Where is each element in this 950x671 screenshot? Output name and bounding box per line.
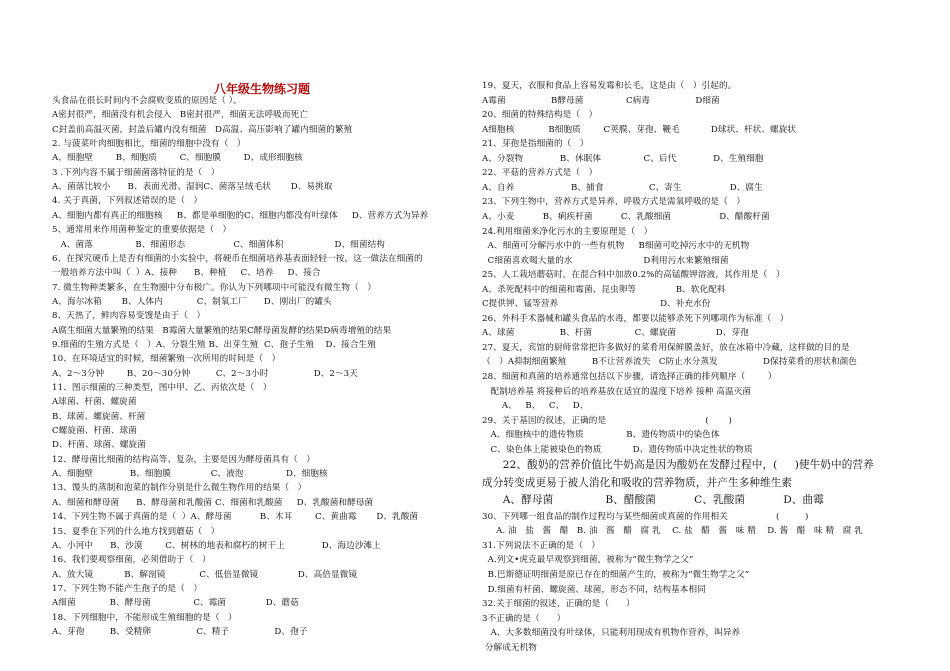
text-line: 16、我们要观察细菌，必须借助于（ ）	[52, 555, 211, 566]
text-line: 7. 微生物种类繁多，在生物圈中分布极广。你认为下列哪项中可能没有微生物（ ）	[52, 282, 377, 293]
text-line: 9.细菌的生殖方式是（ ）A、分裂生殖 B、出芽生殖 C、孢子生殖 D、接合生殖	[52, 339, 376, 350]
text-line: 13、馒头的蒸制和泡菜的制作分别是什么微生物作用的结果（ ）	[52, 483, 307, 494]
text-line: 25、人工栽培蘑菇时，在混合料中加放0.2%的高锰酸钾溶液，其作用是（ ）	[482, 270, 785, 281]
text-line: B、球菌、螺旋菌、杆菌	[52, 411, 146, 422]
text-line: A、细胞壁 B、细胞膜 C、液泡 D、细胞核	[52, 469, 328, 480]
text-line: A、芽孢 B、受精卵 C、精子 D、孢子	[52, 626, 308, 637]
text-line: A、放大镜 B、解剖镜 C、低倍显微镜 D、高倍显微镜	[52, 569, 358, 580]
text-line: 20、细菌的特殊结构是（ ）	[482, 110, 598, 121]
text-line: 28、细菌和真菌的培养通常包括以下步骤，请选择正确的排列顺序（ ）	[482, 372, 777, 382]
text-line: 8、天热了，鲜肉容易变馊是由于（ ）	[52, 311, 206, 322]
text-line: A细菌 B、酵母菌 C、霉菌 D、蘑菇	[52, 598, 299, 609]
text-line: C细菌喜欢喝大量的水 D利用污水来繁殖细菌	[482, 255, 729, 266]
text-line: A、细胞内都有真正的细胞核 B、都是单细胞的C、细胞内都没有叶绿体 D、营养方式为异养	[52, 210, 429, 221]
text-line: 2. 与菠菜叶肉细胞相比，细菌的细胞中没有（ ）	[52, 139, 246, 150]
text-line: A、菌落 B、细菌形态 C、细菌体积 D、细菌结构	[52, 239, 385, 250]
text-line: 32.关于细菌的叙述，正确的是（ ）	[482, 599, 635, 610]
text-line: 29、关于基因的叙述，正确的是 ( )	[482, 415, 732, 426]
text-line: A球菌、杆菌、螺旋菌	[52, 397, 137, 408]
text-line: C封盖前高温灭菌，封盖后罐内没有细菌 D高温、高压影响了罐内细菌的繁殖	[52, 124, 353, 135]
text-line: 18、下列细胞中，不能形成生殖细胞的是（ ）	[52, 612, 237, 623]
text-line: A、细菌可分解污水中的一些有机物 B细菌可吃掉污水中的无机物	[482, 241, 750, 252]
text-line: 17、下列生物不能产生孢子的是（ ）	[52, 583, 203, 594]
text-line: 21、芽孢是指细菌的（ ）	[482, 139, 589, 150]
text-line: A、细胞壁 B、细胞质 C、细胞膜 D、成形细胞核	[52, 153, 303, 164]
text-line: A、酵母菌 B、醋酸菌 C、乳酸菌 D、曲霉	[482, 494, 824, 507]
text-line: A.列文•虎克最早观察到细菌，被称为“微生物学之父”	[482, 555, 694, 566]
text-line: 24.利用细菌来净化污水的主要原理是（ ）	[482, 226, 653, 237]
text-line: 配制培养基 将接种后的培养基放在适宜的温度下培养 接种 高温灭菌	[482, 386, 752, 397]
text-line: （ ）A抑制细菌繁殖 B不让营养流失 C防止水分蒸发 D保持菜肴的形状和颜色	[482, 357, 857, 368]
text-line: A、 B、 C、 D、	[482, 401, 589, 412]
text-line: 6、在探究硬币上是否有细菌的小实验中，将硬币在细菌培养基表面轻轻一按，这一做法在细菌的	[52, 253, 423, 264]
text-line: D、杆菌、球菌、螺旋菌	[52, 440, 146, 451]
text-line: 30、下列哪一组食品的制作过程均与某些细菌或真菌的作用相关 ( )	[482, 511, 809, 522]
text-line: A、小麦 B、痢疾杆菌 C、乳酸细菌 D、醋酸杆菌	[482, 211, 770, 222]
text-line: A、菌落比较小 B、表面光滑、湿润C、菌落呈绒毛状 D、易挑取	[52, 182, 333, 193]
text-line: B.巴斯德证明细菌是原已存在的细菌产生的，被称为“微生物学之父”	[482, 570, 750, 580]
text-line: A腐生细菌大量繁殖的结果 B霉菌大量繁殖的结果C酵母菌发酵的结果D病毒增殖的结果	[52, 325, 392, 336]
text-line: 26、外科手术器械和罐头食品的水毒，都要以能够杀死下列哪项作为标准（ ）	[482, 313, 789, 324]
text-line: 头食品在很长时间内不会腐败变质的原因是（ ）。	[52, 96, 242, 106]
text-line: C螺旋菌、杆菌、球菌	[52, 426, 137, 437]
text-line: 14、下列生物不属于真菌的是（ ）A、酵母菌 B、木耳 C、黄曲霉 D、乳酸菌	[52, 512, 419, 523]
text-line: 分解成无机物	[482, 642, 537, 653]
text-line: A、自养 B、捕食 C、寄生 D、腐生	[482, 182, 763, 193]
text-line: A、2～3分钟 B、20～30分钟 C、2～3小时 D、2～3天	[52, 368, 358, 379]
text-line: 3不正确的是（ ）	[482, 613, 566, 624]
text-line: 4. 关于真菌，下列叙述错误的是（ ）	[52, 196, 203, 207]
text-line: 12、酵母菌比细菌的结构高等、复杂，主要是因为酵母菌具有（ ）	[52, 454, 316, 465]
text-line: 15、夏季在下列的什么地方找到蘑菇（ ）	[52, 526, 220, 537]
text-line: A、海尔冰箱 B、人体内 C、制氧工厂 D、刚出厂的罐头	[52, 296, 332, 307]
text-line: A密封很严，细菌没有机会侵入 B密封很严，细菌无法呼吸而死亡	[52, 110, 308, 121]
text-line: A、小河中 B、沙漠 C、树林的地表和腐朽的树干上 D、海边沙滩上	[52, 540, 381, 551]
text-line: A、大多数细菌没有叶绿体，只能利用现成有机物作营养，叫异养	[482, 628, 741, 639]
text-line: 10、在环境适宜的时候，细菌繁殖一次所用的时间是（ ）	[52, 354, 281, 365]
text-line: A、杀死配料中的细菌和霉菌、昆虫卵等 B、软化配料	[482, 284, 726, 295]
text-line: 19、夏天，衣服和食品上容易发霉和长毛，这是由（ ）引起的。	[482, 81, 737, 91]
text-line: 11、图示细菌的三种类型，图中甲、乙、丙依次是（ ）	[52, 383, 272, 393]
text-line: 23、下列生物中，营养方式是异养，呼吸方式是需氧呼吸的是（ ）	[482, 197, 746, 208]
text-line: A. 油 盐 酱 醋 B. 油 酱 醋 腐 乳 C. 盐 醋 酱 味 精 D. 酱 醋 味 精 腐 乳	[482, 526, 863, 537]
text-line: A、细胞核中的遗传物质 B、遗传物质中的染色体	[482, 430, 720, 441]
text-line: 31.下列说法不正确的是（ ）	[482, 540, 601, 551]
text-line: 一般培养方法中叫（ ）A、接种 B、种植 C、培养 D、接合	[52, 268, 321, 279]
text-line: 27、夏天，宾馆的厨师常常把许多做好的菜肴用保鲜膜盖好，放在冰箱中冷藏，这样做的目的是	[482, 342, 850, 353]
text-line: 22、酸奶的营养价值比牛奶高是因为酸奶在发酵过程中，( )使牛奶中的营养	[482, 459, 874, 472]
page-title: 八年级生物练习题	[213, 82, 310, 96]
text-line: A细胞核 B细胞质 C荚膜、芽孢、鞭毛 D球状、杆状、螺旋状	[482, 124, 797, 135]
text-line: A、分裂物 B、休眠体 C、后代 D、生殖细胞	[482, 153, 764, 164]
text-line: 3 .下列内容不属于细菌菌落特征的是（ ）	[52, 167, 220, 178]
text-line: 5、通常用来作用菌种鉴定的重要依据是（ ）	[52, 225, 232, 236]
text-line: D.细菌有杆菌、螺旋菌、球菌，形态不同，结构基本相同	[482, 584, 706, 595]
text-line: A、球菌 B、杆菌 C、螺旋菌 D、芽孢	[482, 328, 749, 339]
text-line: C、染色体上能被染色的物质 D、遗传物质中决定性状的物质	[482, 444, 753, 455]
text-line: C提供钾、锰等营养 D、补充水份	[482, 299, 711, 310]
text-line: A霉菌 B酵母菌 C病毒 D细菌	[482, 95, 720, 106]
text-line: A、细菌和酵母菌 B、酵母菌和乳酸菌 C、细菌和乳酸菌 D、乳酸菌和酵母菌	[52, 497, 374, 508]
text-line: 成分转变成更易于被人消化和吸收的营养物质，并产生多种维生素	[482, 476, 793, 489]
text-line: 22、平菇的营养方式是（ ）	[482, 168, 598, 179]
